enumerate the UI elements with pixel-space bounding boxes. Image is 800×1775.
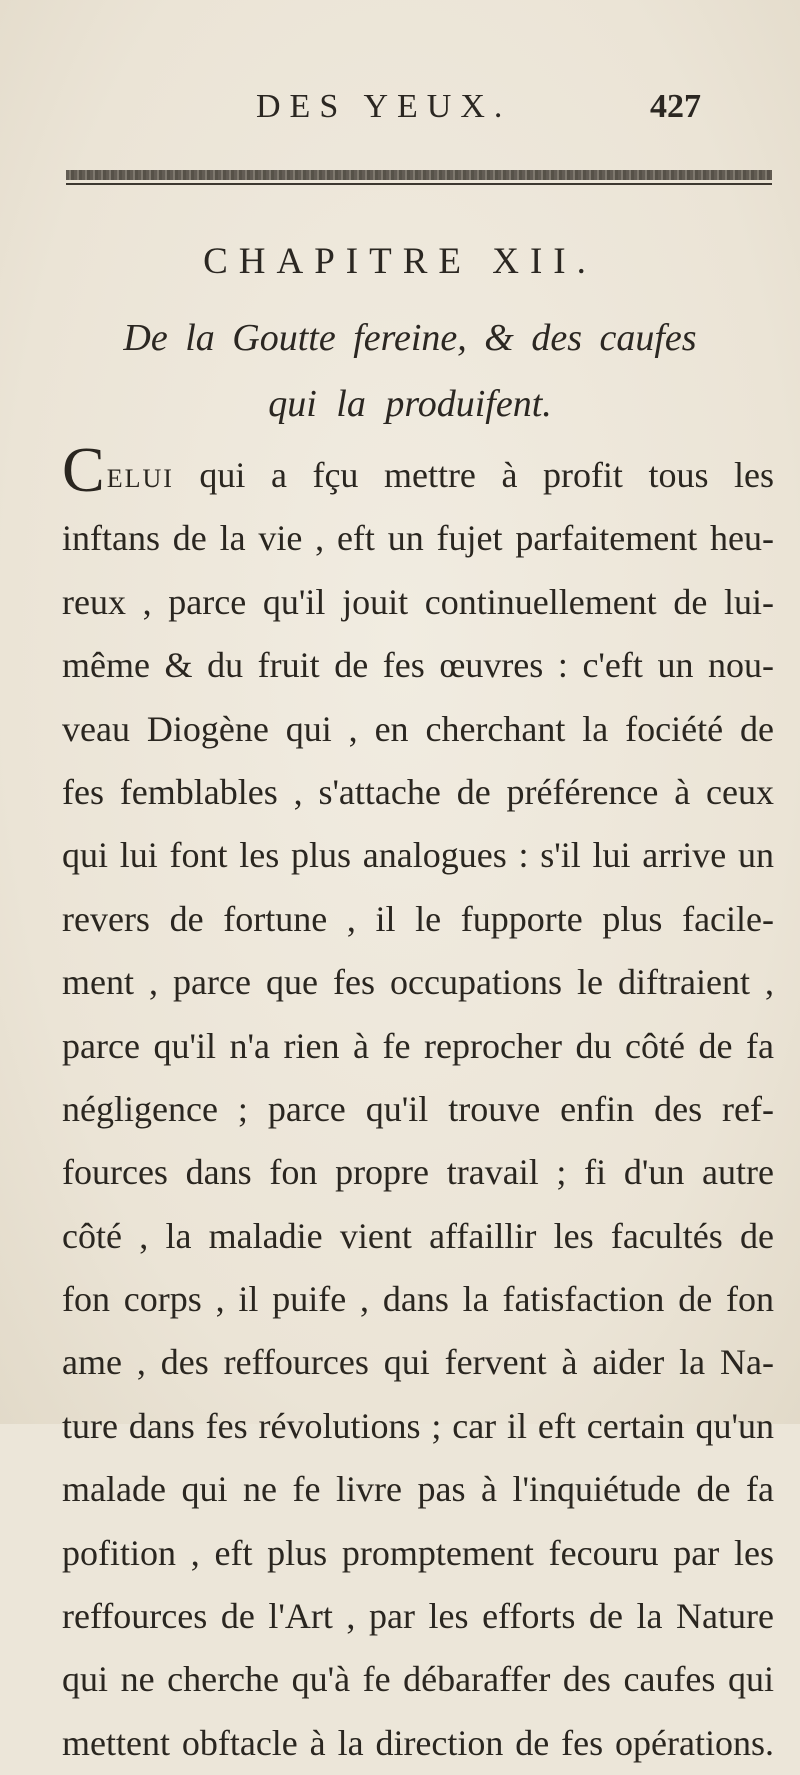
body-line: fon corps , il puife , dans la fatisfaction de fon [62, 1279, 774, 1320]
body-line: fources dans fon propre travail ; fi d'un autre [62, 1152, 774, 1193]
body-line-last: mettent obftacle à la direction de fes opérations. [62, 1722, 774, 1763]
body-line: veau Diogène qui , en cherchant la fociété de [62, 708, 774, 749]
body-line: ame , des reffources qui fervent à aider la Na- [62, 1342, 774, 1383]
first-line-text: qui a fçu mettre à profit tous les [173, 455, 774, 495]
drop-cap: C [62, 434, 105, 505]
body-line: côté , la maladie vient affaillir les facultés de [62, 1215, 774, 1256]
body-line: ture dans fes révolutions ; car il eft certain qu'un [62, 1405, 774, 1446]
body-line: malade qui ne fe livre pas à l'inquiétude de fa [62, 1469, 774, 1510]
body-paragraph [62, 434, 774, 1775]
body-line: ment , parce que fes occupations le diftraient , [62, 962, 774, 1003]
first-word-smallcaps: ELUI [106, 464, 174, 493]
body-line-1 [62, 434, 774, 507]
chapter-heading: CHAPITRE XII. [203, 241, 597, 282]
chapter-subtitle-line-1: De la Goutte fereine, & des caufes [123, 317, 697, 359]
body-line: reux , parce qu'il jouit continuellement de lui- [62, 581, 774, 622]
body-line: reffources de l'Art , par les efforts de la Nature [62, 1596, 774, 1637]
body-line: qui ne cherche qu'à fe débaraffer des caufes qui [62, 1659, 774, 1700]
body-line: revers de fortune , il le fupporte plus facile- [62, 898, 774, 939]
body-line: pofition , eft plus promptement fecouru par les [62, 1532, 774, 1573]
chapter-subtitle-line-2: qui la produifent. [268, 383, 552, 425]
ornamental-rule [66, 170, 772, 180]
body-line: même & du fruit de fes œuvres : c'eft un nou- [62, 645, 774, 686]
page-number: 427 [650, 88, 701, 125]
running-head [0, 88, 800, 138]
rule-line [66, 183, 772, 185]
running-title: DES YEUX. [256, 88, 512, 125]
body-line: négligence ; parce qu'il trouve enfin des ref- [62, 1088, 774, 1129]
body-line: fes femblables , s'attache de préférence à ceux [62, 771, 774, 812]
body-line: parce qu'il n'a rien à fe reprocher du côté de fa [62, 1025, 774, 1066]
body-line: qui lui font les plus analogues : s'il lui arrive un [62, 835, 774, 876]
body-line: inftans de la vie , eft un fujet parfaitement heu- [62, 518, 774, 559]
